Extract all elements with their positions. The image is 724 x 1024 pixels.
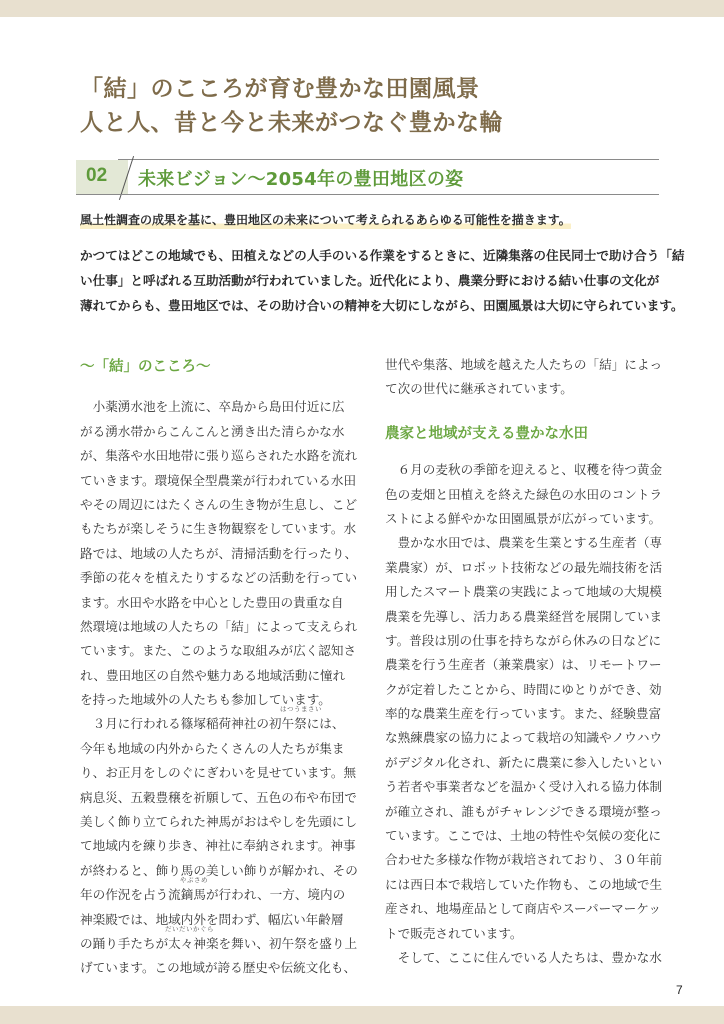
text-line: トで販売されています。 bbox=[385, 925, 523, 941]
text-line: が確立され、誰もがチャレンジできる環境が整っ bbox=[385, 803, 662, 819]
text-line: には西日本で栽培していた作物も、この地域で生 bbox=[385, 876, 663, 892]
text-line: ていきます。環境保全型農業が行われている水田 bbox=[80, 472, 357, 488]
section-rule-bottom bbox=[76, 194, 659, 195]
text-line: 病息災、五穀豊穣を祈願して、五色の布や布団で bbox=[80, 789, 357, 805]
section-header bbox=[76, 159, 659, 195]
text-line: 業農家）が、ロボット技術などの最先端技術を活 bbox=[385, 559, 663, 575]
text-line: 美しく飾り立てられた神馬がおはやしを先頭にし bbox=[80, 814, 358, 830]
bottom-band bbox=[0, 1006, 724, 1024]
text-line bbox=[80, 924, 370, 956]
text-line: な熟練農家の協力によって栽培の知識やノウハウ bbox=[385, 730, 663, 746]
title-line-1: 「結」のこころが育む豊かな田園風景 bbox=[80, 75, 480, 102]
right-column bbox=[385, 353, 675, 970]
text-line: て地域内を練り歩き、神社に奉納されます。神事 bbox=[80, 838, 356, 854]
intro-line: い仕事」と呼ばれる互助活動が行われていました。近代化により、農業分野における結い仕事の文化が bbox=[80, 273, 660, 288]
text-line: 農業を先導し、活力ある農業経営を展開していま bbox=[385, 608, 663, 624]
text-line: もたちが楽しそうに生き物観察をしています。水 bbox=[80, 521, 357, 537]
text-line: 豊かな水田では、農業を生業とする生産者（専 bbox=[385, 535, 663, 551]
text-line-content: 年の作況を占う流鏑馬が行われ、一方、境内の bbox=[80, 887, 346, 903]
ruby-yabusame: やぶさめ bbox=[180, 876, 208, 885]
text-line: う若者や事業者などを温かく受け入れる協力体制 bbox=[385, 779, 663, 795]
text-line: 今年も地域の内外からたくさんの人たちが集ま bbox=[80, 740, 345, 756]
title-line-2: 人と人、昔と今と未来がつなぐ豊かな輪 bbox=[80, 109, 503, 136]
ruby-daidaikagura: だいだいかぐら bbox=[165, 924, 214, 933]
text-line: り、お正月をしのぐにぎわいを見せています。無 bbox=[80, 765, 357, 781]
text-line-content: ３月に行われる篠塚稲荷神社の初午祭には、 bbox=[80, 716, 345, 732]
left-column bbox=[80, 355, 370, 981]
text-line: 産され、地場産品として商店やスーパーマーケッ bbox=[385, 901, 661, 917]
lead-text: 風土性調査の成果を基に、豊田地区の未来について考えられるあらゆる可能性を描きます。 bbox=[80, 213, 571, 227]
text-line: す。普段は別の仕事を持ちながら休みの日などに bbox=[385, 632, 662, 648]
text-line: やその周辺にはたくさんの生き物が生息し、こど bbox=[80, 496, 358, 512]
text-line: 季節の花々を植えたりするなどの活動を行ってい bbox=[80, 570, 358, 586]
text-line: 神楽殿では、地域内外を問わず、幅広い年齢層 bbox=[80, 911, 344, 927]
text-line: がデジタル化され、新たに農業に参入したいとい bbox=[385, 754, 663, 770]
text-line: 農業を行う生産者（兼業農家）は、リモートワー bbox=[385, 657, 662, 673]
intro-line: かつてはどこの地域でも、田植えなどの人手のいる作業をするときに、近隣集落の住民同士で助け合う「結 bbox=[80, 248, 685, 263]
text-line: て次の世代に継承されています。 bbox=[385, 381, 573, 397]
intro-line: 薄れてからも、豊田地区では、その助け合いの精神を大切にしながら、田園風景は大切に守られています。 bbox=[80, 298, 684, 313]
text-line: クが定着したことから、時間にゆとりができ、効 bbox=[385, 681, 662, 697]
text-line: を持った地域外の人たちも参加しています。 bbox=[80, 692, 331, 708]
section-rule-top bbox=[118, 159, 659, 160]
left-subheading: ～「結」のこころ～ bbox=[80, 359, 211, 375]
intro-paragraph bbox=[80, 243, 685, 318]
text-line: 世代や集落、地域を越えた人たちの「結」によっ bbox=[385, 357, 663, 372]
text-line: がる湧水帯からこんこんと湧き出た清らかな水 bbox=[80, 423, 345, 439]
text-line: 然環境は地域の人たちの「結」によって支えられ bbox=[80, 618, 358, 634]
right-subheading: 農家と地域が支える豊かな水田 bbox=[385, 425, 588, 442]
text-line: 路では、地域の人たちが、清掃活動を行ったり、 bbox=[80, 545, 358, 561]
page-number: 7 bbox=[676, 983, 683, 997]
text-line: ています。ここでは、土地の特性や気候の変化に bbox=[385, 828, 662, 844]
text-line: ます。水田や水路を中心とした豊田の貴重な自 bbox=[80, 594, 344, 610]
text-line: 率的な農業生産を行っています。また、経験豊富 bbox=[385, 706, 662, 722]
text-line: が終わると、飾り馬の美しい飾りが解かれ、その bbox=[80, 862, 358, 878]
ruby-hatsuumasai: はつうまさい bbox=[280, 705, 322, 714]
text-line: が、集落や水田地帯に張り巡らされた水路を流れ bbox=[80, 448, 358, 464]
text-line: 用したスマート農業の実践によって地域の大規模 bbox=[385, 584, 662, 600]
text-line: れ、豊田地区の自然や魅力ある地域活動に憧れ bbox=[80, 667, 346, 683]
text-line: ストによる鮮やかな田園風景が広がっています。 bbox=[385, 510, 662, 526]
text-line: 小薬湧水池を上流に、卒島から島田付近に広 bbox=[80, 399, 345, 415]
text-line: げています。この地域が誇る歴史や伝統文化も、 bbox=[80, 960, 357, 976]
text-line bbox=[80, 705, 370, 736]
text-line: 合わせた多様な作物が栽培されており、３０年前 bbox=[385, 852, 663, 868]
page-title bbox=[80, 72, 503, 140]
top-band bbox=[0, 0, 724, 17]
text-line-content: の踊り手たちが太々神楽を舞い、初午祭を盛り上 bbox=[80, 935, 358, 951]
text-line bbox=[80, 876, 370, 907]
section-title: 未来ビジョン～2054年の豊田地区の姿 bbox=[138, 169, 464, 190]
text-line: ６月の麦秋の季節を迎えると、収穫を待つ黄金 bbox=[385, 462, 663, 478]
text-line: そして、ここに住んでいる人たちは、豊かな水 bbox=[385, 949, 662, 965]
section-number: 02 bbox=[86, 165, 108, 186]
text-line: 色の麦畑と田植えを終えた緑色の水田のコントラ bbox=[385, 486, 663, 502]
text-line: ています。また、このような取組みが広く認知さ bbox=[80, 643, 357, 659]
